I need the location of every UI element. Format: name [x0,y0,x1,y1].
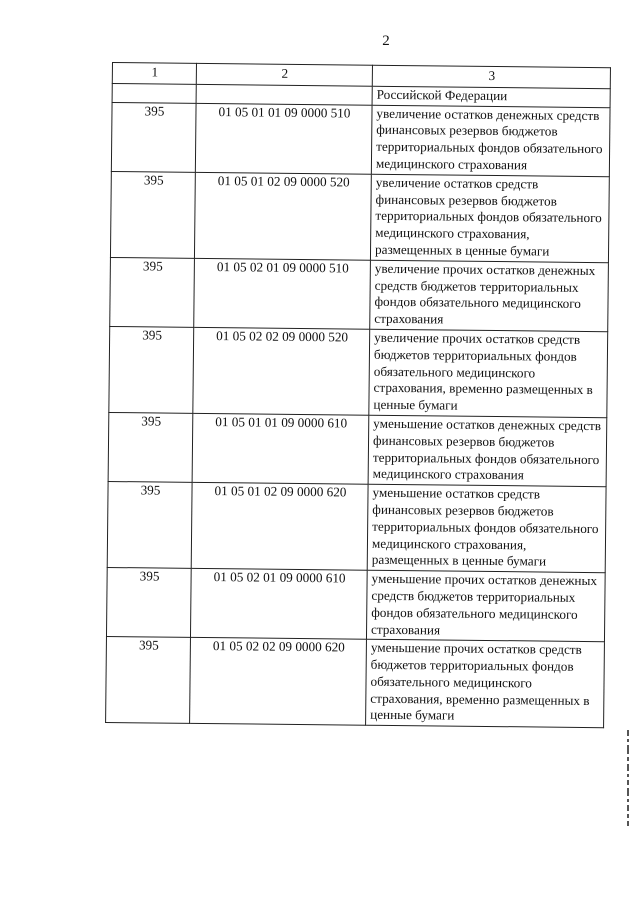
table-row [106,568,605,642]
description-cell: уменьшение прочих остатков денежных средств бюджетов территориальных фондов обязательного медицинского страхования [366,570,605,642]
table-row [108,412,607,486]
table-body [106,63,611,728]
table-row [107,482,606,573]
admin-code-cell: 395 [110,171,195,258]
admin-code-cell: 395 [107,482,192,569]
budget-code-cell: 01 05 02 01 09 0000 610 [190,568,367,639]
description-cell: увеличение остатков денежных средств финансовых резервов бюджетов территориальных фондов обязательного медицинского страхования [371,105,610,177]
table-row [110,171,609,262]
budget-code-cell: 01 05 02 01 09 0000 510 [194,258,371,329]
description-cell: уменьшение остатков средств финансовых резервов бюджетов территориальных фондов обязательного медицинского страхования, размещенных в ценные бумаги [367,484,606,572]
description-cell: увеличение остатков средств финансовых резервов бюджетов территориальных фондов обязательного медицинского страхования, размещенных в ценные бумаги [370,174,609,262]
admin-code-cell: 395 [110,257,195,327]
admin-code-cell: 395 [108,412,193,482]
table-row [106,637,605,728]
margin-scan-mark [624,730,632,880]
continuation-cell-2 [196,84,372,105]
admin-code-cell: 395 [111,102,196,172]
budget-code-cell: 01 05 02 02 09 0000 520 [193,327,370,415]
budget-code-cell: 01 05 01 02 09 0000 520 [194,172,371,260]
budget-code-cell: 01 05 01 02 09 0000 620 [191,482,368,570]
description-cell: уменьшение остатков денежных средств финансовых резервов бюджетов территориальных фондов обязательного медицинского страхования [368,415,607,487]
table-row [109,326,608,417]
budget-codes-table [105,62,611,728]
page-number: 2 [382,33,390,49]
continuation-cell-3: Российской Федерации [372,86,610,107]
budget-code-cell: 01 05 01 01 09 0000 510 [195,103,372,174]
column-header-2: 2 [196,63,372,86]
admin-code-cell: 395 [106,568,191,638]
description-cell: уменьшение прочих остатков средств бюджетов территориальных фондов обязательного медицинского страхования, временно размещенных в ценные бумаги [366,639,605,727]
table-row [110,257,609,331]
admin-code-cell: 395 [106,637,191,724]
description-cell: увеличение прочих остатков денежных средств бюджетов территориальных фондов обязательного медицинского страхования [370,260,609,332]
continuation-cell-1 [112,83,196,103]
budget-code-cell: 01 05 01 01 09 0000 610 [192,413,369,484]
admin-code-cell: 395 [109,326,194,413]
description-cell: увеличение прочих остатков средств бюджетов территориальных фондов обязательного медицинского страхования, временно размещенных в ценные бумаги [369,329,608,417]
table-row [111,102,610,176]
budget-code-cell: 01 05 02 02 09 0000 620 [190,638,367,726]
column-header-3: 3 [372,65,610,88]
column-header-1: 1 [112,63,196,85]
